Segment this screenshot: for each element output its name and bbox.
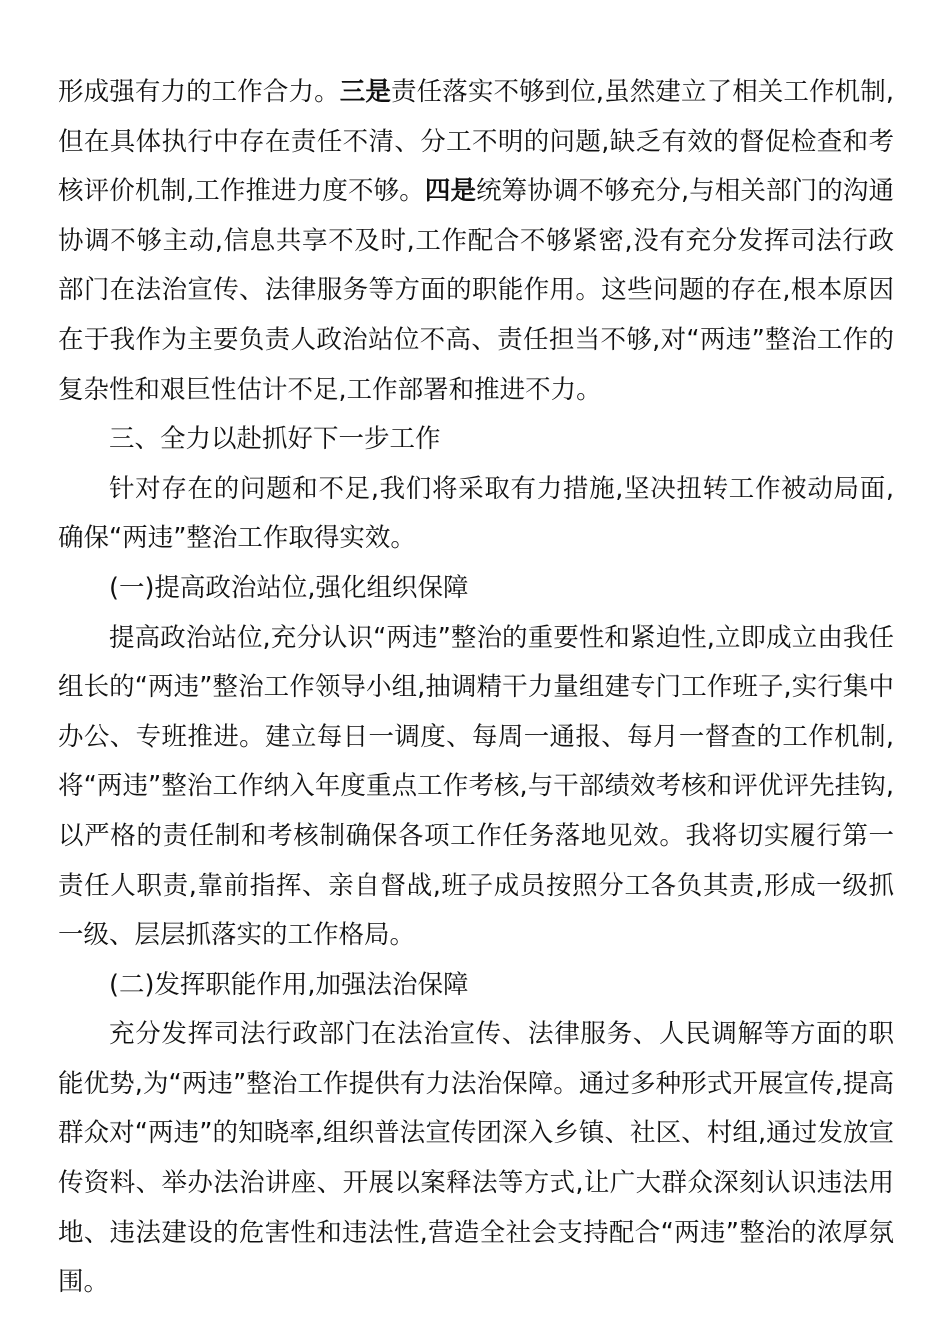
section-heading-3: 三、全力以赴抓好下一步工作 <box>109 424 441 455</box>
text-segment: 统筹协调不够充分,与相关部门的沟通协调不够主动,信息共享不及时,工作配合不够紧密,没有充分发挥司法行政部门在法治宣传、法律服务等方面的职能作用。这些问题的存在,根本原因在于我作为主要负责人政治站位不高、责任担当不够,对“两违”整治工作的复杂性和艰巨性估计不足,工作部署和推进不力。 <box>58 176 894 405</box>
paragraph-intro: 针对存在的问题和不足,我们将采取有力措施,坚决扭转工作被动局面,确保“两违”整治工作取得实效。 <box>58 473 894 554</box>
text-segment: 责任落实不够到位,虽然建立了相关工作机制,但在具体执行中存在责任不清、分工不明的问题,缺乏有效的督促检查和考核评价机制,工作推进力度不够。 <box>58 77 894 207</box>
paragraph-legal-support: 充分发挥司法行政部门在法治宣传、法律服务、人民调解等方面的职能优势,为“两违”整治工作提供有力法治保障。通过多种形式开展宣传,提高群众对“两违”的知晓率,组织普法宣传团深入乡镇、社区、村组,通过发放宣传资料、举办法治讲座、开展以案释法等方式,让广大群众深刻认识违法用地、违法建设的危害性和违法性,营造全社会支持配合“两违”整治的浓厚氛围。 <box>58 1019 894 1298</box>
text-segment: 形成强有力的工作合力。 <box>58 77 340 107</box>
paragraph-problems-continued <box>58 68 894 415</box>
bold-marker-fourth: 四是 <box>424 176 477 207</box>
subheading-2: (二)发挥职能作用,加强法治保障 <box>109 969 469 1000</box>
bold-marker-third: 三是 <box>339 77 391 107</box>
subheading-1: (一)提高政治站位,强化组织保障 <box>109 572 469 603</box>
paragraph-political-position: 提高政治站位,充分认识“两违”整治的重要性和紧迫性,立即成立由我任组长的“两违”整治工作领导小组,抽调精干力量组建专门工作班子,实行集中办公、专班推进。建立每日一调度、每周一通报、每月一督查的工作机制,将“两违”整治工作纳入年度重点工作考核,与干部绩效考核和评优评先挂钩,以严格的责任制和考核制确保各项工作任务落地见效。我将切实履行第一责任人职责,靠前指挥、亲自督战,班子成员按照分工各负其责,形成一级抓一级、层层抓落实的工作格局。 <box>58 622 894 951</box>
document-page <box>58 68 894 1308</box>
